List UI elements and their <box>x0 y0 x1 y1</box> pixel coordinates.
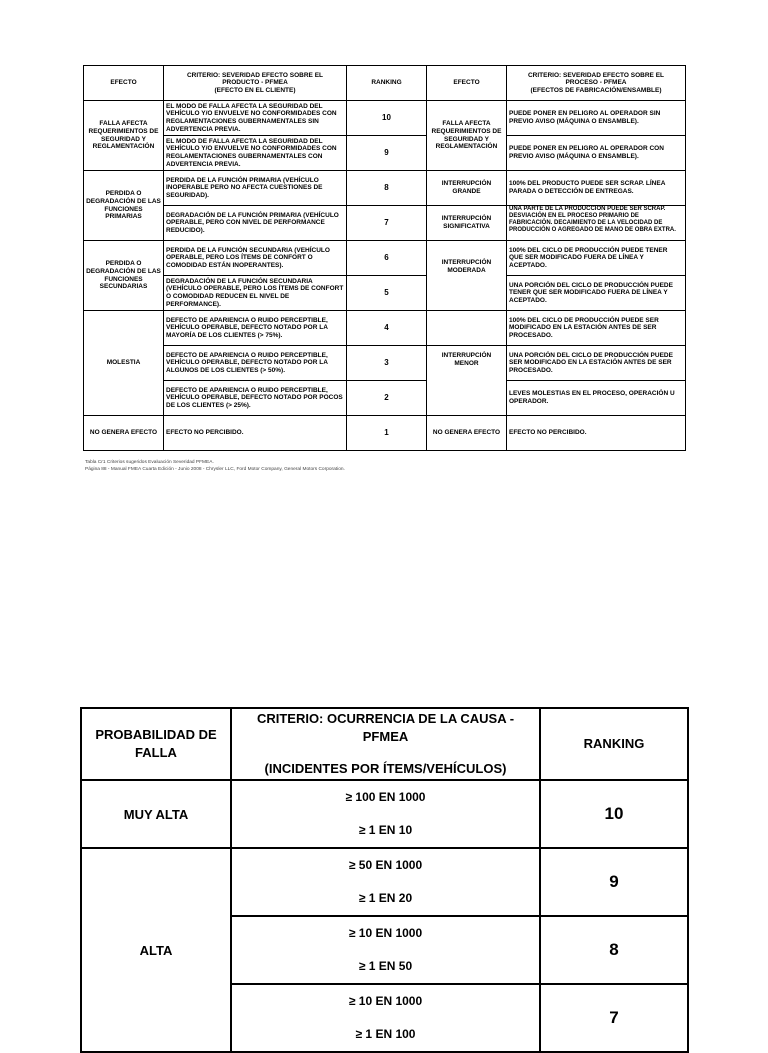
ranking-value: 6 <box>347 241 427 276</box>
process-criterion: UNA PORCIÓN DEL CICLO DE PRODUCCIÓN PUEDE SER MODIFICADO EN LA ESTACIÓN ANTES DE SER PROCESADO. <box>507 346 686 381</box>
occurrence-row-10 <box>81 780 688 848</box>
product-criterion: DEGRADACIÓN DE LA FUNCIÓN PRIMARIA (VEHÍCULO OPERABLE, PERO CON NIVEL DE PERFORMANCE REDUCIDO). <box>164 206 347 241</box>
occurrence-criterion <box>231 916 540 984</box>
occurrence-row-9 <box>81 848 688 916</box>
process-effect-grande: INTERRUPCIÓN GRANDE <box>427 171 507 206</box>
severity-row-3 <box>84 346 686 381</box>
header-criterio-proceso-line3: (EFECTOS DE FABRICACIÓN/ENSAMBLE) <box>530 86 662 94</box>
ranking-value: 10 <box>347 101 427 136</box>
product-criterion: DEFECTO DE APARIENCIA O RUIDO PERCEPTIBLE, VEHÍCULO OPERABLE, DEFECTO NOTADO POR LA MAYORÍA DE LOS CLIENTES (> 75%). <box>164 311 347 346</box>
process-effect-menor: INTERRUPCIÓN MENOR <box>427 346 507 416</box>
note-line: Tabla Cr1 Criterios sugeridos Evaluación Severidad PFMEA. <box>85 460 214 465</box>
criterion-line2: ≥ 1 EN 20 <box>358 891 413 905</box>
process-criterion: UNA PORCIÓN DEL CICLO DE PRODUCCIÓN PUEDE TENER QUE SER MODIFICADO FUERA DE LÍNEA Y ACEPTADO. <box>507 276 686 311</box>
occurrence-ranking: 10 <box>540 780 688 848</box>
occurrence-criterion <box>231 780 540 848</box>
header-criterio-line1: CRITERIO: OCURRENCIA DE LA CAUSA - PFMEA <box>256 711 515 744</box>
header-criterio-producto-line2: PRODUCTO - PFMEA <box>222 79 288 87</box>
process-criterion: PUEDE PONER EN PELIGRO AL OPERADOR SIN PREVIO AVISO (MÁQUINA O ENSAMBLE). <box>507 101 686 136</box>
effect-group-secundarias: PERDIDA O DEGRADACIÓN DE LAS FUNCIONES SECUNDARIAS <box>84 241 164 311</box>
process-effect-seguridad: FALLA AFECTA REQUERIMIENTOS DE SEGURIDAD Y REGLAMENTACIÓN <box>427 101 507 171</box>
criterion-line2: ≥ 1 EN 10 <box>358 823 413 837</box>
product-criterion: DEFECTO DE APARIENCIA O RUIDO PERCEPTIBLE, VEHÍCULO OPERABLE, DEFECTO NOTADO POR POCOS DE LOS CLIENTES (> 25%). <box>164 381 347 416</box>
criterion-line2: ≥ 1 EN 50 <box>358 959 413 973</box>
header-criterio-producto-line1: CRITERIO: SEVERIDAD EFECTO SOBRE EL <box>186 71 324 79</box>
criterion-line1: ≥ 10 EN 1000 <box>348 994 423 1008</box>
effect-group-seguridad: FALLA AFECTA REQUERIMIENTOS DE SEGURIDAD Y REGLAMENTACIÓN <box>84 101 164 171</box>
probability-group-muy-alta: MUY ALTA <box>81 780 231 848</box>
occurrence-criterion <box>231 848 540 916</box>
occurrence-header-row <box>81 708 688 780</box>
process-criterion: UNA PARTE DE LA PRODUCCIÓN PUEDE SER SCRAP. DESVIACIÓN EN EL PROCESO PRIMARIO DE FABRICACIÓN. DECAIMIENTO DE LA VELOCIDAD DE PRODUCCIÓN O AGREGADO DE MANO DE OBRA EXTRA. <box>507 206 686 241</box>
product-criterion: EL MODO DE FALLA AFECTA LA SEGURIDAD DEL VEHÍCULO Y/O ENVUELVE NO CONFORMIDADES CON REGLAMENTACIONES GUBERNAMENTALES SIN ADVERTENCIA PREVIA. <box>164 101 347 136</box>
ranking-value: 9 <box>347 136 427 171</box>
product-criterion: DEFECTO DE APARIENCIA O RUIDO PERCEPTIBLE, VEHÍCULO OPERABLE, DEFECTO NOTADO POR LA ALGUNOS DE LOS CLIENTES (> 50%). <box>164 346 347 381</box>
severity-row-9 <box>84 136 686 171</box>
severity-row-2 <box>84 381 686 416</box>
header-criterio-proceso <box>507 66 686 101</box>
severity-row-6 <box>84 241 686 276</box>
process-criterion: 100% DEL PRODUCTO PUEDE SER SCRAP. LÍNEA PARADA O DETECCIÓN DE ENTREGAS. <box>507 171 686 206</box>
severity-row-8 <box>84 171 686 206</box>
process-criterion: EFECTO NO PERCIBIDO. <box>507 416 686 451</box>
severity-row-1 <box>84 416 686 451</box>
ranking-value: 1 <box>347 416 427 451</box>
header-criterio-line2: (INCIDENTES POR ÍTEMS/VEHÍCULOS) <box>264 761 507 776</box>
criterion-line1: ≥ 10 EN 1000 <box>348 926 423 940</box>
ranking-value: 2 <box>347 381 427 416</box>
probability-group-alta: ALTA <box>81 848 231 1052</box>
occurrence-ranking: 7 <box>540 984 688 1052</box>
severity-row-10 <box>84 101 686 136</box>
severity-row-4 <box>84 311 686 346</box>
product-criterion: EL MODO DE FALLA AFECTA LA SEGURIDAD DEL VEHÍCULO Y/O ENVUELVE NO CONFORMIDADES CON REGLAMENTACIONES GUBERNAMENTALES CON ADVERTENCIA PREVIA. <box>164 136 347 171</box>
header-criterio-producto-line3: (EFECTO EN EL CLIENTE) <box>214 86 296 94</box>
severity-row-5 <box>84 276 686 311</box>
criterion-line2: ≥ 1 EN 100 <box>355 1027 416 1041</box>
product-criterion: EFECTO NO PERCIBIDO. <box>164 416 347 451</box>
severity-header-row <box>84 66 686 101</box>
criterion-line1: ≥ 50 EN 1000 <box>348 858 423 872</box>
severity-row-7 <box>84 206 686 241</box>
process-effect-significativa: INTERRUPCIÓN SIGNIFICATIVA <box>427 206 507 241</box>
header-criterio-producto <box>164 66 347 101</box>
occurrence-ranking: 9 <box>540 848 688 916</box>
effect-group-primarias: PERDIDA O DEGRADACIÓN DE LAS FUNCIONES PRIMARIAS <box>84 171 164 241</box>
note-line: Página 88 - Manual FMEA Cuarta Edición - Junio 2008 - Chrysler LLC, Ford Motor Company, General Motors Corporation. <box>85 467 345 472</box>
header-probabilidad: PROBABILIDAD DE FALLA <box>81 708 231 780</box>
process-effect-empty <box>427 311 507 346</box>
ranking-value: 5 <box>347 276 427 311</box>
severity-table <box>83 65 686 451</box>
process-criterion: PUEDE PONER EN PELIGRO AL OPERADOR CON PREVIO AVISO (MÁQUINA O ENSAMBLE). <box>507 136 686 171</box>
process-effect-moderada: INTERRUPCIÓN MODERADA <box>427 241 507 311</box>
occurrence-table <box>80 707 689 1053</box>
process-effect-no-efecto: NO GENERA EFECTO <box>427 416 507 451</box>
header-criterio-ocurrencia <box>231 708 540 780</box>
criterion-line1: ≥ 100 EN 1000 <box>345 790 426 804</box>
header-criterio-proceso-line2: PROCESO - PFMEA <box>565 79 627 87</box>
product-criterion: PERDIDA DE LA FUNCIÓN PRIMARIA (VEHÍCULO INOPERABLE PERO NO AFECTA CUESTIONES DE SEGURIDAD). <box>164 171 347 206</box>
ranking-value: 4 <box>347 311 427 346</box>
ranking-value: 8 <box>347 171 427 206</box>
table-source-notes <box>85 459 345 473</box>
effect-group-molestia: MOLESTIA <box>84 311 164 416</box>
header-efecto-proceso: EFECTO <box>427 66 507 101</box>
process-criterion: LEVES MOLESTIAS EN EL PROCESO, OPERACIÓN U OPERADOR. <box>507 381 686 416</box>
occurrence-criterion <box>231 984 540 1052</box>
ranking-value: 3 <box>347 346 427 381</box>
header-efecto: EFECTO <box>84 66 164 101</box>
process-criterion: 100% DEL CICLO DE PRODUCCIÓN PUEDE SER MODIFICADO EN LA ESTACIÓN ANTES DE SER PROCESADO. <box>507 311 686 346</box>
occurrence-ranking: 8 <box>540 916 688 984</box>
ranking-value: 7 <box>347 206 427 241</box>
header-criterio-proceso-line1: CRITERIO: SEVERIDAD EFECTO SOBRE EL <box>527 71 665 79</box>
effect-group-no-efecto: NO GENERA EFECTO <box>84 416 164 451</box>
product-criterion: DEGRADACIÓN DE LA FUNCIÓN SECUNDARIA (VEHÍCULO OPERABLE, PERO LOS ÍTEMS DE CONFORT O COMODIDAD REDUCEN EL NIVEL DE PERFORMANCE). <box>164 276 347 311</box>
process-criterion: 100% DEL CICLO DE PRODUCCIÓN PUEDE TENER QUE SER MODIFICADO FUERA DE LÍNEA Y ACEPTADO. <box>507 241 686 276</box>
product-criterion: PERDIDA DE LA FUNCIÓN SECUNDARIA (VEHÍCULO OPERABLE, PERO LOS ÍTEMS DE CONFORT O COMODIDAD ESTÁN INOPERANTES). <box>164 241 347 276</box>
header-ranking: RANKING <box>347 66 427 101</box>
header-ranking-ocurrencia: RANKING <box>540 708 688 780</box>
